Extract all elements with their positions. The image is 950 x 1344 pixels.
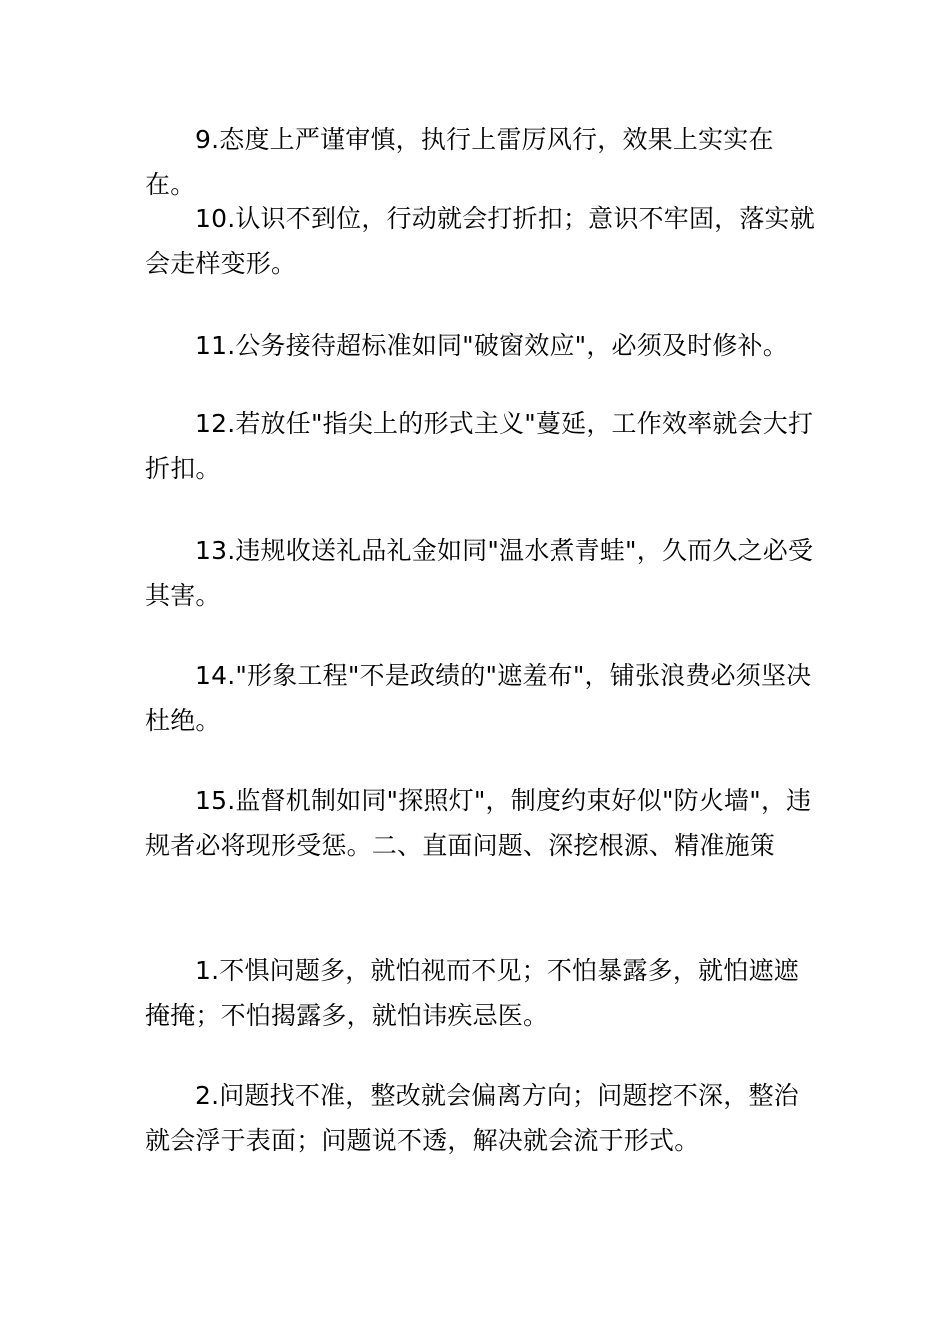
paragraph-11: 11.公务接待超标准如同"破窗效应"，必须及时修补。: [195, 331, 788, 360]
paragraph-12: 12.若放任"指尖上的形式主义"蔓延，工作效率就会大打折扣。: [145, 409, 814, 483]
paragraph-15: 15.监督机制如同"探照灯"，制度约束好似"防火墙"，违规者必将现形受惩。二、直面问题、深挖根源、精准施策: [145, 786, 812, 860]
paragraph-1: 1.不惧问题多，就怕视而不见；不怕暴露多，就怕遮遮掩掩；不怕揭露多，就怕讳疾忌医。: [145, 956, 799, 1030]
paragraph-10: 10.认识不到位，行动就会打折扣；意识不牢固，落实就会走样变形。: [145, 204, 815, 278]
paragraph-14: 14."形象工程"不是政绩的"遮羞布"，铺张浪费必须坚决杜绝。: [145, 661, 812, 735]
paragraph-9: 9.态度上严谨审慎，执行上雷厉风行，效果上实实在在。: [145, 125, 774, 199]
paragraph-13: 13.违规收送礼品礼金如同"温水煮青蛙"，久而久之必受其害。: [145, 536, 814, 610]
paragraph-2: 2.问题找不准，整改就会偏离方向；问题挖不深，整治就会浮于表面；问题说不透，解决就会流于形式。: [145, 1081, 799, 1155]
